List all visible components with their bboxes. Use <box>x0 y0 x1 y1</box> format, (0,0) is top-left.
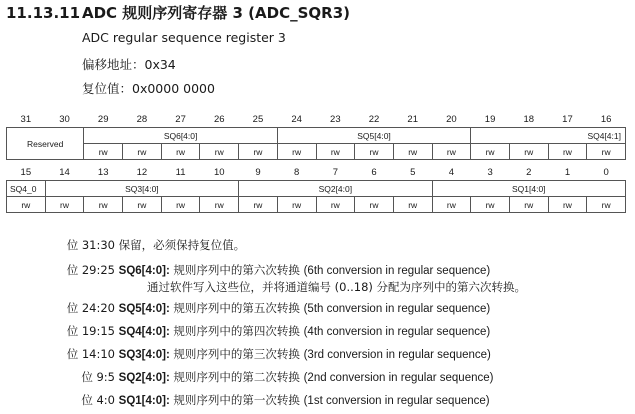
bit-number: 10 <box>213 167 225 178</box>
bit-number: 30 <box>59 114 70 125</box>
access-rw: rw <box>393 197 432 213</box>
bit-number: 9 <box>255 167 261 178</box>
field-reserved: Reserved <box>7 128 84 160</box>
access-rw: rw <box>277 144 316 160</box>
bit-number: 3 <box>487 167 493 178</box>
access-rw: rw <box>200 197 239 213</box>
description-text: 规则序列中的第五次转换 <box>169 301 304 315</box>
bit-description <box>0 392 490 408</box>
access-rw: rw <box>7 197 46 213</box>
access-rw: rw <box>123 144 162 160</box>
access-rw: rw <box>277 197 316 213</box>
access-rw: rw <box>355 144 394 160</box>
access-rw: rw <box>432 144 471 160</box>
access-rw: rw <box>239 197 278 213</box>
access-rw: rw <box>393 144 432 160</box>
access-rw: rw <box>84 144 123 160</box>
bit-number: 31 <box>20 114 32 125</box>
field-name: SQ6[4:0]: <box>118 265 170 277</box>
bit-number: 21 <box>407 114 418 125</box>
bit-number: 28 <box>136 114 148 125</box>
register-subtitle: ADC regular sequence register 3 <box>82 30 286 45</box>
bit-description <box>0 346 491 362</box>
bit-number: 26 <box>213 114 225 125</box>
access-rw: rw <box>316 144 355 160</box>
field-sq2: SQ2[4:0] <box>239 181 432 197</box>
bit-number: 0 <box>603 167 609 178</box>
bit-number: 20 <box>446 114 457 125</box>
description-english: (2nd conversion in regular sequence) <box>303 372 494 384</box>
section-heading <box>6 2 350 23</box>
access-row-high <box>7 144 626 160</box>
reset-value: 复位值：0x0000 0000 <box>82 81 215 96</box>
bit-number: 5 <box>410 167 416 178</box>
field-name: SQ5[4:0]: <box>118 303 170 315</box>
description-english: (6th conversion in regular sequence) <box>303 265 491 277</box>
field-name: SQ2[4:0]: <box>118 372 170 384</box>
bit-number: 8 <box>294 167 300 178</box>
field-sq5: SQ5[4:0] <box>277 128 470 144</box>
access-rw: rw <box>587 197 626 213</box>
field-sq3: SQ3[4:0] <box>45 181 238 197</box>
bit-number: 16 <box>600 114 612 125</box>
bit-number: 17 <box>562 114 573 125</box>
bit-position: 位 31:30 <box>66 238 115 252</box>
bit-number: 6 <box>371 167 377 178</box>
description-english: (3rd conversion in regular sequence) <box>303 349 491 361</box>
register-table-high <box>6 112 626 160</box>
bit-description <box>147 279 526 295</box>
bit-description <box>0 323 490 339</box>
access-rw: rw <box>161 144 200 160</box>
bit-description <box>0 300 490 316</box>
access-rw: rw <box>509 197 548 213</box>
description-text: 通过软件写入这些位，并将通道编号 (0..18) 分配为序列中的第六次转换。 <box>147 280 527 294</box>
description-text: 规则序列中的第三次转换 <box>169 347 304 361</box>
offset-address: 偏移地址：0x34 <box>82 57 176 72</box>
access-rw: rw <box>548 197 587 213</box>
bit-number: 24 <box>291 114 302 125</box>
section-number: 11.13.11 <box>6 4 81 22</box>
bit-position: 位 9:5 <box>81 370 115 384</box>
access-row-low <box>7 197 626 213</box>
bit-number: 4 <box>448 167 455 178</box>
access-rw: rw <box>587 144 626 160</box>
access-rw: rw <box>509 144 548 160</box>
bit-number: 11 <box>175 167 186 178</box>
bit-number-row-low <box>7 165 626 181</box>
bit-number: 14 <box>59 167 70 178</box>
register-table-low <box>6 165 626 213</box>
access-rw: rw <box>45 197 84 213</box>
access-rw: rw <box>200 144 239 160</box>
bit-number: 22 <box>368 114 380 125</box>
description-english: (1st conversion in regular sequence) <box>303 395 490 407</box>
bit-description <box>0 369 493 385</box>
field-sq4-0: SQ4_0 <box>7 181 46 197</box>
bit-description <box>0 237 245 253</box>
field-sq6: SQ6[4:0] <box>84 128 277 144</box>
description-english: (4th conversion in regular sequence) <box>303 326 491 338</box>
description-text: 规则序列中的第六次转换 <box>169 263 304 277</box>
access-rw: rw <box>239 144 278 160</box>
access-rw: rw <box>548 144 587 160</box>
access-rw: rw <box>123 197 162 213</box>
bit-number: 2 <box>526 167 532 178</box>
bit-number: 25 <box>252 114 264 125</box>
bit-position: 位 29:25 <box>66 263 115 277</box>
field-name: SQ4[4:0]: <box>118 326 170 338</box>
field-row-low <box>7 181 626 197</box>
description-text: 保留，必须保持复位值。 <box>118 238 246 252</box>
bit-description <box>0 262 490 278</box>
field-sq4-high: SQ4[4:1] <box>471 128 626 144</box>
field-name: SQ3[4:0]: <box>118 349 170 361</box>
bit-number: 23 <box>330 114 341 125</box>
bit-number: 19 <box>484 114 496 125</box>
bit-number: 7 <box>332 167 338 178</box>
description-text: 规则序列中的第四次转换 <box>169 324 304 338</box>
description-text: 规则序列中的第一次转换 <box>169 393 304 407</box>
section-title: ADC 规则序列寄存器 3 (ADC_SQR3) <box>82 4 350 22</box>
bit-number: 18 <box>523 114 535 125</box>
access-rw: rw <box>432 197 471 213</box>
bit-position: 位 24:20 <box>66 301 115 315</box>
bit-position: 位 19:15 <box>66 324 115 338</box>
bit-number: 15 <box>20 167 32 178</box>
bit-number: 13 <box>97 167 109 178</box>
access-rw: rw <box>471 144 510 160</box>
bit-number: 27 <box>175 114 186 125</box>
field-row-high <box>7 128 626 144</box>
bit-number: 12 <box>136 167 148 178</box>
description-english: (5th conversion in regular sequence) <box>303 303 491 315</box>
access-rw: rw <box>355 197 394 213</box>
bit-position: 位 14:10 <box>66 347 115 361</box>
access-rw: rw <box>316 197 355 213</box>
bit-position: 位 4:0 <box>81 393 115 407</box>
description-text: 规则序列中的第二次转换 <box>169 370 304 384</box>
bit-number: 29 <box>97 114 109 125</box>
field-sq1: SQ1[4:0] <box>432 181 625 197</box>
bit-number: 1 <box>564 167 571 178</box>
access-rw: rw <box>161 197 200 213</box>
access-rw: rw <box>471 197 510 213</box>
bit-number-row-high <box>7 112 626 128</box>
access-rw: rw <box>84 197 123 213</box>
field-name: SQ1[4:0]: <box>118 395 170 407</box>
